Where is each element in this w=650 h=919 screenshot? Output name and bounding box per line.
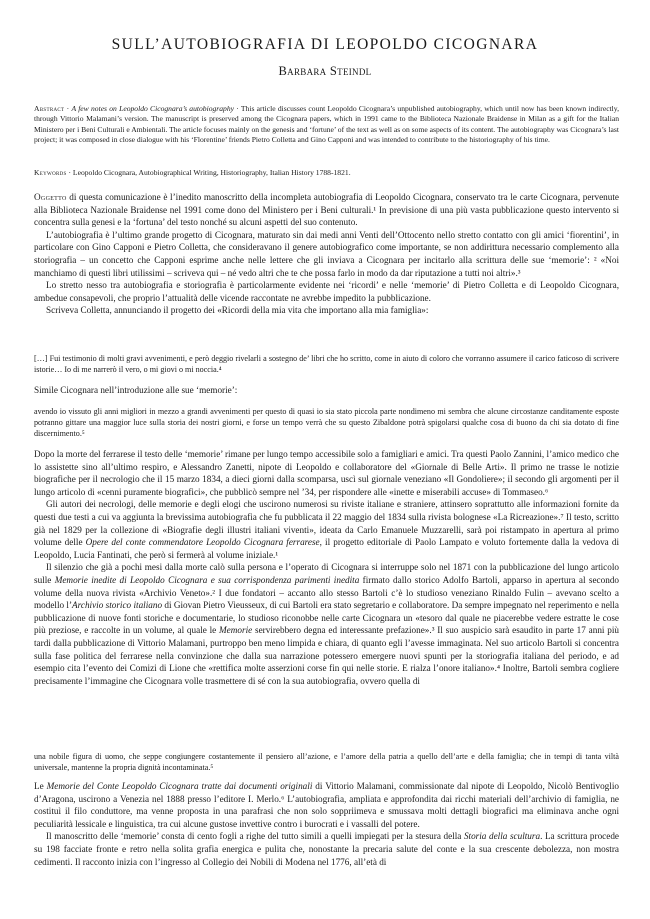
body-section-2	[34, 448, 619, 687]
paragraph-text: , il progetto editoriale di Paolo Lampato e voluto fortemente dalla la vedova di Leopoldo, Lucia Fantinati, che però si fermerà al volume iniziale.¹	[34, 537, 619, 560]
abstract-italic-lead: A few notes on Leopoldo Cicognara’s autobiography	[71, 104, 235, 113]
paragraph	[34, 498, 619, 561]
block-quote-cicognara	[34, 406, 619, 439]
paragraph-text: di Vittorio Malamani, commissionate dal nipote di Leopoldo, Nicolò Bentivoglio d’Aragona, uscirono a Venezia nel 1888 presso l’editore I. Merlo.⁶ L’autobiografia, ampliata e approfondita dai ricchi materiali dell’archivio di famiglia, ne costituì il filo conduttore, ma venne proposta in una parafrasi che non solo soppriimeva e smussava molti dettagli biografici ma eliminava anche ogni peculiarità lessicale e linguistica, tra cui alcune gustose invettive contro i burocrati e i vassalli del potere.	[34, 781, 619, 829]
paragraph-text: servirebbero degna ed interessante prefazione».³ Il suo auspicio sarà esaudito in parte 17 anni più tardi dalla pubblicazione di Vittorio Malamani, purtroppo ben meno limpida e chiara, di quanto egli l’avesse immaginata. Nel suo articolo Bartoli si concentra sulla fase politica del ferrarese nella convinzione che dalla sua narrazione potessero emergere nuovi spunti per la storiografia italiana del periodo, e ad esempio cita l’evento dei Comizi di Lione che «rettifica molte asserzioni corse fin qui nelle storie. E rialza l’onore italiano».⁴ Inoltre, Bartoli sembra cogliere precisamente l’immagine che Cicognara volle trasmettere di sé con la sua autobiografia, ovvero quella di	[34, 625, 619, 686]
paragraph-text: Il manoscritto delle ‘memorie’ consta di cento fogli a righe del tutto simili a quelli impiegati per la stesura della	[46, 831, 464, 842]
quote-text: una nobile figura di uomo, che seppe congiungere costantemente il pensiero all’azione, e l’amore della patria a quello dell’arte e della famiglia; che in tempi di tanta viltà universale, mantenne la propria dignità incontaminata.⁵	[34, 752, 619, 772]
paragraph	[34, 780, 619, 830]
abstract-label: Abstract	[34, 104, 65, 113]
paragraph-text: di questa comunicazione è l’inedito manoscritto della incompleta autobiografia di Leopoldo Cicognara, conservato tra le carte Cicognara, pervenute alla Biblioteca Nazionale Braidense nel 1991 come dono del Ministero per i Beni culturali.¹ In previsione di una più vasta pubblicazione questo intervento si concentra sulla genesi e la ‘fortuna’ del testo nonché su alcuni aspetti del suo contenuto.	[34, 192, 619, 228]
paragraph-text: di Giovan Pietro Vieusseux, di cui Bartoli era stato segretario e collaboratore. Da sempre impegnato nel reperimento e nella pubblicazione di nuove fonti storiche e documentarie, lo studioso riconobbe nelle carte Cicognara un «tesoro dal quale ne piacerebbe vedere estratte le cose più preziose, e raccolte in un volume, al quale le	[34, 600, 619, 636]
keywords	[34, 168, 619, 178]
italic-title: Memorie inedite di Leopoldo Cicognara e sua corrispondenza parimenti inedita	[54, 574, 360, 585]
quote-text: avendo io vissuto gli anni migliori in mezzo a grandi avvenimenti per questo di quasi io sia stato piccola parte nondimeno mi sembra che alcune circostanze canditamente esposte potranno gittare una maggior luce sulla storia dei nostri giorni, e forse un tempo verrà che su questo Zibaldone potrà spigolarsi qualche cosa di buono da chi sia dotato di fine discernimento.⁵	[34, 407, 619, 438]
paragraph	[34, 561, 619, 687]
keywords-text: · Leopoldo Cicognara, Autobiographical Writing, Historiography, Italian History 1788-1821.	[66, 168, 351, 177]
paragraph-text: Il silenzio che già a pochi mesi dalla morte calò sulla persona e l’operato di Cicognara si interruppe solo nel 1871 con la pubblicazione del lungo articolo sulle	[34, 562, 619, 585]
italic-title: Memorie	[219, 625, 253, 636]
paragraph: Scriveva Colletta, annunciando il progetto dei «Ricordi della mia vita che importano alla mia famiglia»:	[46, 305, 429, 316]
paragraph: Lo stretto nesso tra autobiografia e storiografia è particolarmente evidente nei ‘ricordi’ e nelle ‘memorie’ di Pietro Colletta e di Leopoldo Cicognara, ambedue consapevoli, che proprio l’attualità delle vicende raccontate ne avrebbe impedito la pubblicazione.	[34, 280, 619, 303]
abstract	[34, 104, 619, 146]
dropcap-lead: Oggetto	[34, 192, 67, 202]
quote-text: […] Fui testimonio di molti gravi avvenimenti, e però deggio rivelarli a sostegno de’ libri che ho scritto, come in aiuto di coloro che vorranno assumere il carico faticoso di scrivere istorie… Io di me narrerò il vero, o mi giovi o mi noccia.⁴	[34, 354, 619, 374]
italic-title: Storia della scultura	[463, 831, 541, 842]
body-section-1	[34, 191, 619, 317]
abstract-sep: ·	[66, 104, 72, 113]
article-title: SULL’AUTOBIOGRAFIA DI LEOPOLDO CICOGNARA	[111, 36, 539, 53]
block-quote-bartoli	[34, 751, 619, 773]
paragraph: Dopo la morte del ferrarese il testo delle ‘memorie’ rimane per lungo tempo accessibile solo a famigliari e amici. Tra questi Paolo Zannini, l’amico medico che lo assistette sino all’ultimo respiro, e Alessandro Zanetti, nipote di Leopoldo e collaboratore del «Giornale di Belle Arti». Il primo ne trasse le notizie biografiche per il necrologio che il 15 marzo 1834, a dieci giorni dalla scomparsa, uscì sul giornale veneziano «Il Gondoliere»; il secondo gli argomenti per il lungo articolo di «cenni puramente biografici», che pubblicò sempre nel ’34, per rispondere alle «inette e miserabili accuse» di Tommaseo.⁶	[34, 449, 619, 497]
paragraph-text: . La scrittura procede su 198 facciate fronte e retro nella solita grafia energica e pulita che, nonostante la precaria salute del conte e la sua crescente debolezza, non mostra cedimenti. Il racconto inizia con l’ingresso al Collegio dei Nobili di Modena nel 1776, all’età di	[34, 831, 619, 867]
keywords-label: Keywords	[34, 168, 67, 177]
article-author: Barbara Steindl	[278, 64, 372, 78]
paragraph-text: Le	[34, 781, 47, 791]
paragraph: Simile Cicognara nell’introduzione alle sue ‘memorie’:	[34, 385, 238, 395]
paragraph: L’autobiografia è l’ultimo grande progetto di Cicognara, maturato sin dai medi anni Venti dell’Ottocento nello stretto contatto con gli amici ‘fiorentini’, in particolare con Gino Capponi e Pietro Colletta, che consideravano il genere autobiografico come importante, se non addirittura necessario complemento alla storiografia – un concetto che Capponi esprime anche nelle lettere che gli inviava a Cicognara per incitarlo alla scrittura delle sue ‘memorie’: ² «Noi manchiamo di questi libri utilissimi – scriveva qui – né vedo altri che te che possa farlo in modo da dar riputazione a tutti noi altri».³	[34, 229, 619, 278]
paragraph-text: firmato dallo storico Adolfo Bartoli, apparso in apertura al secondo volume della nuova rivista «Archivio Veneto».² I due fondatori – accanto allo stesso Bartoli c’è lo studioso veneziano Rinaldo Fulin – avevano scelto a modello l’	[34, 574, 620, 611]
paragraph-text: Gli autori dei necrologi, delle memorie e degli elogi che uscirono numerosi su riviste italiane e straniere, attinsero soprattutto alle informazioni fornite da questi due testi a cui va aggiunta la brevissima autobiografia che fu pubblicata il 22 maggio del 1834 sulla rivista bolognese «La Ricreazione».⁷ Il testo, scritto già nel 1829 per la collezione di «Biografie degli illustri italiani viventi», ideata da Carlo Emanuele Muzzarelli, sarà poi ristampato in apertura al primo volume delle	[34, 499, 619, 548]
paragraph	[34, 191, 619, 229]
body-line	[34, 384, 619, 397]
abstract-text: · This article discusses count Leopoldo Cicognara’s unpublished autobiography, which until now has been known indirectly, through Vittorio Malamani’s version. The manuscript is preserved among the Cicognara papers, which in 1991 came to the Biblioteca Nazionale Braidense in Milan as a gift for the Italian Ministero per i Beni Culturali e Ambientali. The article focuses mainly on the genesis and ‘fortune’ of the text as well as on some aspects of its content. The autobiography was Cicognara’s last project; it was composed in close dialogue with his ‘Florentine’ friends Pietro Colletta and Gino Capponi and was intended to contribute to the historiography of his time.	[34, 104, 619, 145]
block-quote-colletta	[34, 353, 619, 375]
paragraph	[34, 830, 619, 868]
italic-title: Opere del conte commendatore Leopoldo Cicognara ferrarese	[85, 537, 320, 548]
italic-title: Memorie del Conte Leopoldo Cicognara tratte dai documenti originali	[46, 781, 313, 791]
italic-title: Archivio storico italiano	[72, 600, 163, 611]
body-section-3	[34, 780, 619, 868]
